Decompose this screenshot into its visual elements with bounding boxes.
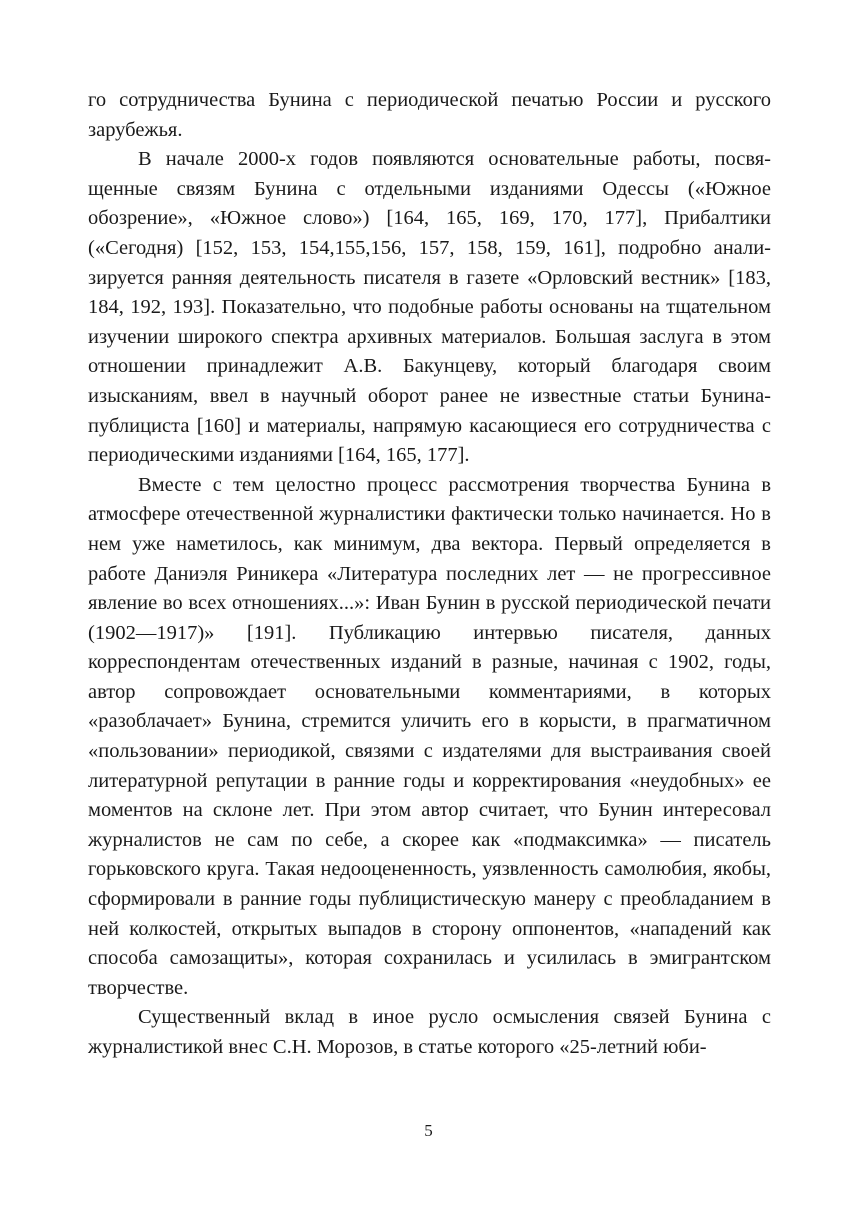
page-body xyxy=(88,86,771,1063)
paragraph-early-2000s-studies: В начале 2000-х годов появляются основательные работы, посвященные связям Бунина с отдельными изданиями Одессы («Южное обозрение», «Южное слово») [164, 165, 169, 170, 177], Прибалтики («Сегодня) [152, 153, 154,155,156, 157, 158, 159, 161], подробно анализируется ранняя деятельность писателя в газете «Орловский вестник» [183, 184, 192, 193]. Показательно, что подобные работы основаны на тщательном изучении широкого спектра архивных материалов. Большая заслуга в этом отношении принадлежит А.В. Бакунцеву, который благодаря своим изысканиям, ввел в научный оборот ранее не известные статьи Бунина-публициста [160] и материалы, напрямую касающиеся его сотрудничества с периодическими изданиями [164, 165, 177]. xyxy=(88,148,771,467)
paragraph-continuation: го сотрудничества Бунина с периодической печатью России и русского зарубежья. xyxy=(88,89,771,141)
paragraph-two-vectors: Вместе с тем целостно процесс рассмотрения творчества Бунина в атмосфере отечественной журналистики фактически только начинается. Но в нем уже наметилось, как минимум, два вектора. Первый определяется в работе Даниэля Риникера «Литература последних лет — не прогрессивное явление во всех отношениях...»: Иван Бунин в русской периодической печати (1902—1917)» [191]. Публикацию интервью писателя, данных корреспондентам отечественных изданий в разные, начиная с 1902, годы, автор сопровождает основательными комментариями, в которых «разоблачает» Бунина, стремится уличить его в корысти, в прагматичном «пользовании» периодикой, связями с издателями для выстраивания своей литературной репутации в ранние годы и корректирования «неудобных» ее моментов на склоне лет. При этом автор считает, что Бунин интересовал журналистов не сам по себе, а скорее как «подмаксимка» — писатель горьковского круга. Такая недооцененность, уязвленность самолюбия, якобы, сформировали в ранние годы публицистическую манеру с преобладанием в ней колкостей, открытых выпадов в сторону оппонентов, «нападений как способа самозащиты», которая сохранилась и усилилась в эмигрантском творчестве. xyxy=(88,473,771,999)
paragraph-morozov-contribution: Существенный вклад в иное русло осмысления связей Бунина с журналистикой внес С.Н. Морозов, в статье которого «25-летний юби- xyxy=(88,1006,771,1058)
page-number: 5 xyxy=(424,1121,433,1140)
